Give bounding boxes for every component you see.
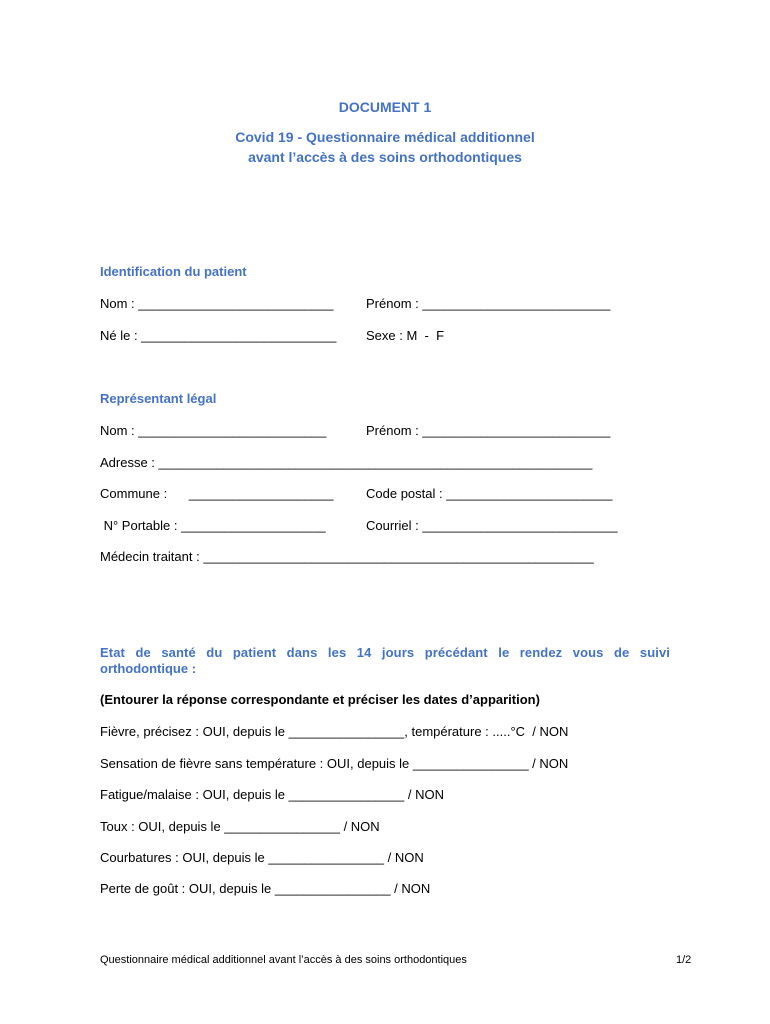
symptom-fatigue[interactable]: Fatigue/malaise : OUI, depuis le ________________ / NON — [100, 787, 444, 802]
section-title-representant: Représentant légal — [100, 391, 217, 406]
patient-nom-field[interactable]: Nom : ___________________________ — [100, 296, 334, 311]
representant-code-postal-field[interactable]: Code postal : _______________________ — [366, 486, 613, 501]
subtitle-line-1: Covid 19 - Questionnaire médical additionnel — [235, 129, 535, 145]
symptom-sensation-fievre[interactable]: Sensation de fièvre sans température : OUI, depuis le ________________ / NON — [100, 756, 569, 771]
patient-sexe-field[interactable]: Sexe : M - F — [366, 328, 445, 343]
representant-adresse-field[interactable]: Adresse : ____________________________________________________________ — [100, 455, 593, 470]
representant-medecin-field[interactable]: Médecin traitant : ______________________________________________________ — [100, 549, 594, 564]
representant-courriel-field[interactable]: Courriel : ___________________________ — [366, 518, 618, 533]
representant-portable-field[interactable]: N° Portable : ____________________ — [100, 518, 326, 533]
representant-commune-field[interactable]: Commune : ____________________ — [100, 486, 334, 501]
page-number: 1/2 — [676, 954, 692, 966]
patient-ne-le-field[interactable]: Né le : ___________________________ — [100, 328, 337, 343]
patient-prenom-field[interactable]: Prénom : __________________________ — [366, 296, 611, 311]
symptom-fievre[interactable]: Fièvre, précisez : OUI, depuis le ________________, température : .....°C / NON — [100, 724, 569, 739]
section-title-etat-line-2: orthodontique : — [100, 661, 197, 676]
section-title-etat-line-1: Etat de santé du patient dans les 14 jours précédant le rendez vous de suivi — [100, 645, 670, 660]
symptom-courbatures[interactable]: Courbatures : OUI, depuis le ________________ / NON — [100, 850, 424, 865]
representant-prenom-field[interactable]: Prénom : __________________________ — [366, 423, 611, 438]
section-title-patient: Identification du patient — [100, 264, 247, 279]
representant-nom-field[interactable]: Nom : __________________________ — [100, 423, 327, 438]
subtitle-line-2: avant l’accès à des soins orthodontiques — [248, 149, 522, 165]
footer-text: Questionnaire médical additionnel avant l’accès à des soins orthodontiques — [100, 954, 467, 966]
document-title: DOCUMENT 1 — [338, 99, 432, 115]
symptom-toux[interactable]: Toux : OUI, depuis le ________________ / NON — [100, 819, 380, 834]
instruction-text: (Entourer la réponse correspondante et préciser les dates d’apparition) — [100, 692, 540, 707]
symptom-perte-gout[interactable]: Perte de goût : OUI, depuis le ________________ / NON — [100, 881, 431, 896]
